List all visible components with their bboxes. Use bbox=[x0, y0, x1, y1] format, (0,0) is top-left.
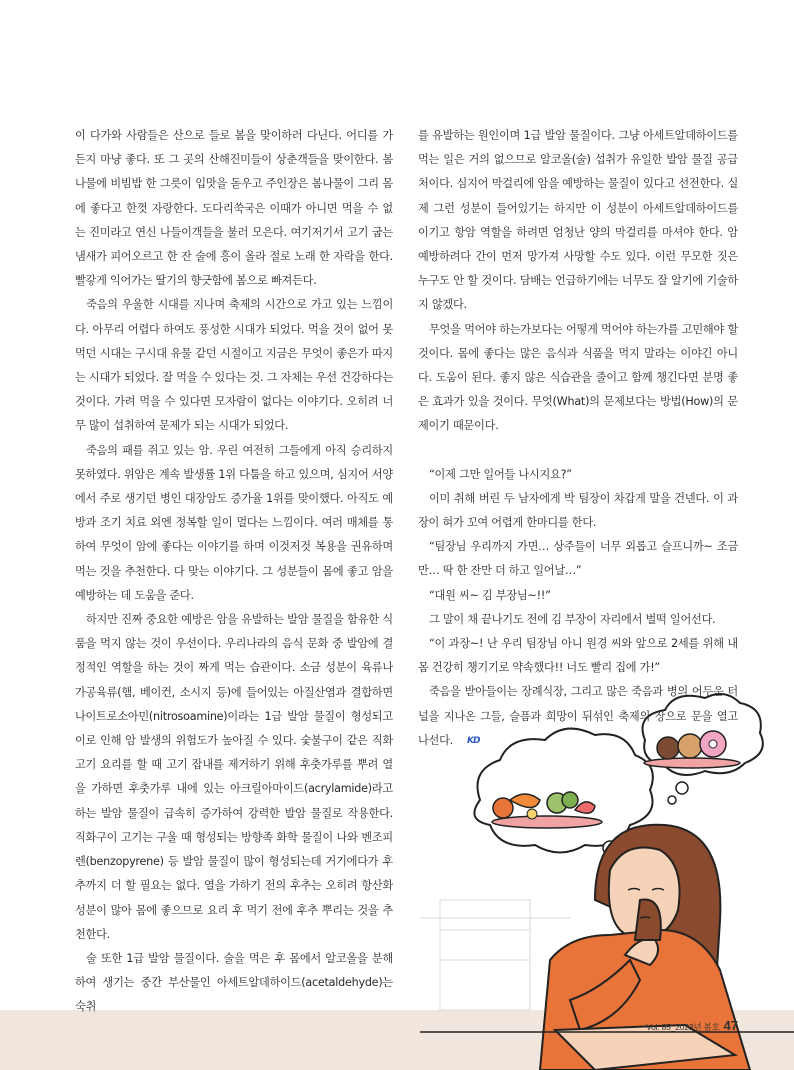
dialogue-section bbox=[418, 463, 738, 753]
page-footer bbox=[646, 1017, 738, 1035]
article-left-column bbox=[75, 124, 393, 1020]
body-paragraph: 죽음의 우울한 시대를 지나며 축제의 시간으로 가고 있는 느낌이다. 아무리 어렵다 하여도 풍성한 시대가 되었다. 먹을 것이 없어 못 먹던 시대는 구시대 유물 같던 시절이고 지금은 무엇이 좋은가 따지는 시대가 되었다. 잘 먹을 수 있다는 것. 그 자체는 우선 건강하다는 것이다. 가려 먹을 수 있다면 모자람이 없다는 이야기다. 오히려 너무 많이 섭취하여 문제가 되는 시대가 되었다. bbox=[75, 298, 393, 433]
article-right-column bbox=[418, 124, 738, 753]
body-paragraph: 를 유발하는 원인이며 1급 발암 물질이다. 그냥 아세트알데하이드를 먹는 일은 거의 없으므로 알코올(술) 섭취가 유일한 발암 물질 공급처이다. 심지어 막걸리에 암을 예방하는 물질이 있다고 선전한다. 실제 그런 성분이 들어있기는 하지만 이 성분이 아세트알데하이드를 이기고 항암 역할을 하려면 엄청난 양의 막걸리를 마셔야 한다. 암 예방하려다 간이 먼저 망가져 사망할 수도 있다. 이런 무모한 짓은 누구도 안 할 것이다. 담배는 언급하기에는 너무도 잘 알기에 기술하지 않겠다. bbox=[418, 129, 738, 312]
issue-label: Vol. 85_2023년 봄호 bbox=[646, 1022, 720, 1032]
dialogue-paragraph: “팀장님 우리까지 가면… 상주들이 너무 외롭고 슬프니까~ 조금만… 딱 한 잔만 더 하고 일어날…” bbox=[418, 540, 738, 578]
dialogue-paragraph: “이 과장~! 난 우리 팀장님 아니 원경 씨와 앞으로 2세를 위해 내 몸 건강히 챙기기로 약속했다!! 너도 빨리 집에 가!” bbox=[418, 637, 738, 675]
dialogue-paragraph bbox=[418, 680, 738, 753]
end-mark-logo-icon: KD bbox=[466, 735, 480, 746]
dialogue-paragraph: 그 말이 채 끝나기도 전에 김 부장이 자리에서 벌떡 일어선다. bbox=[429, 612, 716, 626]
body-paragraph: 술 또한 1급 발암 물질이다. 술을 먹은 후 몸에서 알코올을 분해하여 생기는 중간 부산물인 아세트알데하이드(acetaldehyde)는 숙취 bbox=[75, 951, 393, 1014]
dialogue-paragraph: “대원 씨~ 김 부장님~!!” bbox=[429, 588, 551, 602]
closing-paragraph-text: 죽음을 받아들이는 장례식장, 그리고 많은 죽음과 병의 어두운 터널을 지나온 그들, 슬픔과 희망이 뒤섞인 축제의 장으로 문을 열고 나선다. bbox=[418, 685, 738, 747]
dialogue-paragraph: “이제 그만 일어들 나시지요?” bbox=[429, 467, 572, 481]
body-paragraph: 죽음의 패를 쥐고 있는 암. 우린 여전히 그들에게 아직 승리하지 못하였다. 위암은 계속 발생률 1위 다툼을 하고 있으며, 심지어 서양에서 주로 생기던 병인 대장암도 증가율 1위를 맞이했다. 아직도 예방과 조기 치료 외엔 정복할 일이 멀다는 느낌이다. 여러 매체를 통하여 무엇이 암에 좋다는 이야기를 하며 이것저것 복용을 권유하며 먹는 것을 추천한다. 다 맞는 이야기다. 그 성분들이 몸에 좋고 암을 예방하는 데 도움을 준다. bbox=[75, 443, 393, 602]
body-paragraph: 하지만 진짜 중요한 예방은 암을 유발하는 발암 물질을 함유한 식품을 먹지 않는 것이 우선이다. 우리나라의 음식 문화 중 발암에 결정적인 역할을 하는 것이 짜게 먹는 습관이다. 소금 성분이 육류나 가공육류(햄, 베이컨, 소시지 등)에 들어있는 아질산염과 결합하면 나이트로소아민(nitrosoamine)이라는 1급 발암 물질이 형성되고 이로 인해 암 발생의 위험도가 높아질 수 있다. 숯불구이 같은 직화고기 요리를 할 때 고기 잡내를 제거하기 위해 후춧가루를 뿌려 열을 가하면 후춧가루 내에 있는 아크릴아마이드(acrylamide)라고 하는 발암 물질이 급속히 증가하여 강력한 발암 물질로 작용한다. 직화구이 고기는 구울 때 형성되는 방향족 화학 물질이 나와 벤조피렌(benzopyrene) 등 발암 물질이 많이 형성되는데 거기에다가 후추까지 더 할 필요는 없다. 열을 가하기 전의 후추는 오히려 항산화 성분이 많아 몸에 좋으므로 요리 후 먹기 전에 후추 뿌리는 것을 추천한다. bbox=[75, 613, 393, 941]
body-paragraph: 무엇을 먹어야 하는가보다는 어떻게 먹어야 하는가를 고민해야 할 것이다. 몸에 좋다는 많은 음식과 식품을 먹지 말라는 이야긴 아니다. 도움이 된다. 좋지 않은 식습관을 줄이고 함께 챙긴다면 분명 좋은 효과가 있을 것이다. 무엇(What)의 문제보다는 방법(How)의 문제이기 때문이다. bbox=[418, 322, 738, 433]
page-number: 47 bbox=[723, 1018, 738, 1033]
dialogue-paragraph: 이미 취해 버린 두 남자에게 박 팀장이 차갑게 말을 건넨다. 이 과장이 혀가 꼬여 어렵게 한마디를 한다. bbox=[418, 491, 738, 530]
body-paragraph: 이 다가와 사람들은 산으로 들로 봄을 맞이하러 다닌다. 어디를 가든지 마냥 좋다. 또 그 곳의 산해진미들이 상춘객들을 맞이한다. 봄나물에 비빔밥 한 그릇이 입맛을 돋우고 주인장은 봄나물이 그리 몸에 좋다고 한껏 자랑한다. 도다리쑥국은 이때가 아니면 먹을 수 없는 진미라고 연신 나들이객들을 불러 모은다. 여기저기서 고기 굽는 냄새가 피어오르고 한 잔 술에 흥이 올라 절로 노래 한 자락을 한다. 빨갛게 익어가는 딸기의 향긋함에 봄으로 빠져든다. bbox=[75, 129, 393, 288]
